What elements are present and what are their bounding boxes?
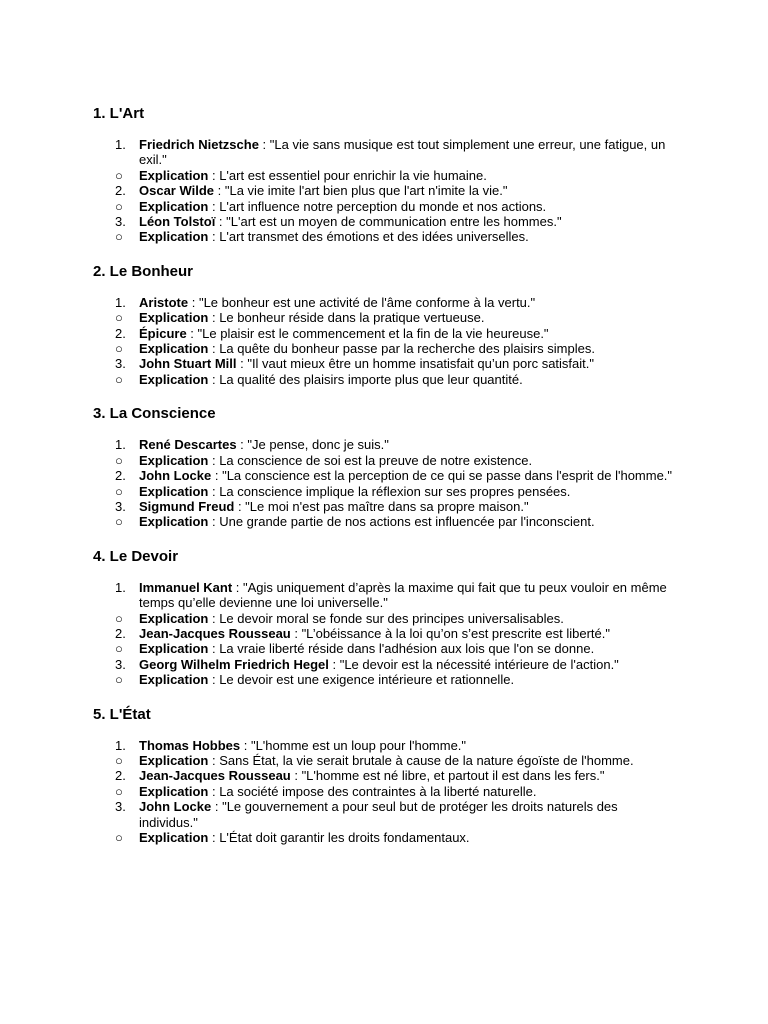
section-devoir bbox=[93, 546, 678, 688]
explication-label: Explication bbox=[139, 483, 209, 499]
explication-item bbox=[93, 641, 678, 656]
author-name: Jean-Jacques Rousseau bbox=[139, 625, 291, 641]
explication-item bbox=[93, 611, 678, 626]
explication-item bbox=[93, 753, 678, 768]
explication-text: : Sans État, la vie serait brutale à cause de la nature égoïste de l'homme. bbox=[208, 752, 634, 768]
quote-text: : "La conscience est la perception de ce qui se passe dans l'esprit de l'homme." bbox=[211, 468, 673, 484]
list-item bbox=[93, 137, 678, 168]
explication-text: : L'art influence notre perception du monde et nos actions. bbox=[208, 198, 547, 214]
explication-text: : Le devoir moral se fonde sur des principes universalisables. bbox=[208, 610, 564, 626]
list-number: 2. bbox=[115, 183, 126, 199]
explication-text: : L'art est essentiel pour enrichir la vie humaine. bbox=[208, 167, 487, 183]
list-item bbox=[93, 768, 678, 783]
quote-text: : "Agis uniquement d’après la maxime qui fait que tu peux vouloir en même temps qu’elle devienne une loi universelle." bbox=[139, 579, 667, 611]
list-number: 2. bbox=[115, 625, 126, 641]
explication-label: Explication bbox=[139, 752, 209, 768]
author-name: Georg Wilhelm Friedrich Hegel bbox=[139, 656, 329, 672]
list-number: 1. bbox=[115, 137, 126, 152]
explication-item bbox=[93, 310, 678, 325]
quote-text: : "L'homme est né libre, et partout il est dans les fers." bbox=[290, 768, 605, 784]
circle-bullet-icon: ○ bbox=[115, 198, 123, 214]
explication-text: : La quête du bonheur passe par la recherche des plaisirs simples. bbox=[208, 341, 595, 357]
author-name: René Descartes bbox=[139, 437, 237, 453]
quote-text: : "Le plaisir est le commencement et la fin de la vie heureuse." bbox=[186, 325, 549, 341]
circle-bullet-icon: ○ bbox=[115, 752, 123, 768]
explication-label: Explication bbox=[139, 198, 209, 214]
explication-label: Explication bbox=[139, 783, 209, 799]
quote-text: : "La vie imite l'art bien plus que l'art n'imite la vie." bbox=[214, 183, 508, 199]
circle-bullet-icon: ○ bbox=[115, 371, 123, 387]
list-item bbox=[93, 580, 678, 611]
circle-bullet-icon: ○ bbox=[115, 783, 123, 799]
quote-text: : "L'homme est un loup pour l'homme." bbox=[240, 737, 467, 753]
list-number: 3. bbox=[115, 799, 126, 815]
explication-text: : L'État doit garantir les droits fondamentaux. bbox=[208, 830, 470, 845]
explication-item bbox=[93, 514, 678, 529]
explication-text: : La conscience de soi est la preuve de notre existence. bbox=[208, 452, 533, 468]
list-item bbox=[93, 657, 678, 672]
circle-bullet-icon: ○ bbox=[115, 610, 123, 626]
explication-item bbox=[93, 672, 678, 687]
explication-item bbox=[93, 830, 678, 845]
explication-label: Explication bbox=[139, 229, 209, 245]
explication-item bbox=[93, 484, 678, 499]
author-name: Sigmund Freud bbox=[139, 498, 235, 514]
explication-text: : Le devoir est une exigence intérieure et rationnelle. bbox=[208, 672, 515, 688]
list-number: 3. bbox=[115, 498, 126, 514]
explication-label: Explication bbox=[139, 371, 209, 387]
list-number: 1. bbox=[115, 737, 126, 753]
explication-text: : La société impose des contraintes à la liberté naturelle. bbox=[208, 783, 537, 799]
list-item bbox=[93, 626, 678, 641]
section-conscience bbox=[93, 403, 678, 529]
quote-list bbox=[93, 295, 678, 387]
list-item bbox=[93, 214, 678, 229]
circle-bullet-icon: ○ bbox=[115, 672, 123, 688]
section-bonheur bbox=[93, 261, 678, 387]
author-name: John Stuart Mill bbox=[139, 356, 237, 372]
section-title: 3. La Conscience bbox=[93, 405, 216, 423]
section-art bbox=[93, 103, 678, 245]
explication-item bbox=[93, 229, 678, 244]
list-number: 3. bbox=[115, 356, 126, 372]
quote-text: : "La vie sans musique est tout simplement une erreur, une fatigue, un exil." bbox=[139, 137, 666, 168]
list-item bbox=[93, 738, 678, 753]
author-name: Jean-Jacques Rousseau bbox=[139, 768, 291, 784]
list-item bbox=[93, 799, 678, 830]
quote-text: : "Le devoir est la nécessité intérieure de l'action." bbox=[328, 656, 619, 672]
quote-text: : "Le moi n'est pas maître dans sa propre maison." bbox=[234, 498, 529, 514]
quote-text: : "Le bonheur est une activité de l'âme conforme à la vertu." bbox=[188, 294, 536, 310]
list-number: 1. bbox=[115, 579, 126, 595]
quote-list bbox=[93, 580, 678, 688]
explication-label: Explication bbox=[139, 514, 209, 530]
quote-text: : "L’obéissance à la loi qu’on s’est prescrite est liberté." bbox=[290, 625, 610, 641]
list-item bbox=[93, 437, 678, 452]
explication-label: Explication bbox=[139, 672, 209, 688]
explication-text: : La conscience implique la réflexion sur ses propres pensées. bbox=[208, 483, 571, 499]
list-item bbox=[93, 356, 678, 371]
section-title: 5. L'État bbox=[93, 705, 151, 723]
quote-text: : "Je pense, donc je suis." bbox=[236, 437, 389, 453]
circle-bullet-icon: ○ bbox=[115, 310, 123, 326]
explication-text: : Une grande partie de nos actions est influencée par l'inconscient. bbox=[208, 514, 595, 530]
explication-text: : La vraie liberté réside dans l'adhésion aux lois que l'on se donne. bbox=[208, 641, 595, 657]
circle-bullet-icon: ○ bbox=[115, 641, 123, 657]
list-number: 3. bbox=[115, 214, 126, 230]
list-number: 1. bbox=[115, 437, 126, 453]
explication-label: Explication bbox=[139, 452, 209, 468]
explication-label: Explication bbox=[139, 310, 209, 326]
circle-bullet-icon: ○ bbox=[115, 452, 123, 468]
author-name: John Locke bbox=[139, 468, 212, 484]
quote-list bbox=[93, 137, 678, 245]
explication-item bbox=[93, 453, 678, 468]
explication-item bbox=[93, 341, 678, 356]
quote-list bbox=[93, 738, 678, 846]
author-name: Oscar Wilde bbox=[139, 183, 215, 199]
explication-item bbox=[93, 372, 678, 387]
list-number: 2. bbox=[115, 468, 126, 484]
author-name: Thomas Hobbes bbox=[139, 737, 241, 753]
explication-text: : L'art transmet des émotions et des idées universelles. bbox=[208, 229, 529, 245]
quote-list bbox=[93, 437, 678, 529]
explication-item bbox=[93, 168, 678, 183]
list-number: 1. bbox=[115, 294, 126, 310]
list-item bbox=[93, 183, 678, 198]
quote-text: : "Le gouvernement a pour seul but de protéger les droits naturels des individus." bbox=[139, 799, 618, 830]
list-number: 2. bbox=[115, 768, 126, 784]
section-title: 1. L'Art bbox=[93, 105, 145, 122]
explication-label: Explication bbox=[139, 167, 209, 183]
explication-label: Explication bbox=[139, 641, 209, 657]
list-number: 2. bbox=[115, 325, 126, 341]
author-name: Aristote bbox=[139, 294, 189, 310]
circle-bullet-icon: ○ bbox=[115, 341, 123, 357]
explication-label: Explication bbox=[139, 830, 209, 845]
quote-text: : "Il vaut mieux être un homme insatisfait qu’un porc satisfait." bbox=[236, 356, 594, 372]
explication-text: : La qualité des plaisirs importe plus que leur quantité. bbox=[208, 371, 523, 387]
circle-bullet-icon: ○ bbox=[115, 514, 123, 530]
section-etat bbox=[93, 704, 678, 846]
list-number: 3. bbox=[115, 656, 126, 672]
explication-label: Explication bbox=[139, 610, 209, 626]
circle-bullet-icon: ○ bbox=[115, 167, 123, 183]
document-page bbox=[93, 103, 678, 861]
list-item bbox=[93, 295, 678, 310]
section-title: 2. Le Bonheur bbox=[93, 262, 194, 280]
list-item bbox=[93, 499, 678, 514]
author-name: Épicure bbox=[139, 325, 187, 341]
author-name: Friedrich Nietzsche bbox=[139, 137, 259, 152]
author-name: Immanuel Kant bbox=[139, 579, 233, 595]
circle-bullet-icon: ○ bbox=[115, 229, 123, 245]
list-item bbox=[93, 468, 678, 483]
explication-label: Explication bbox=[139, 341, 209, 357]
author-name: Léon Tolstoï bbox=[139, 214, 216, 230]
author-name: John Locke bbox=[139, 799, 212, 815]
explication-item bbox=[93, 784, 678, 799]
section-title: 4. Le Devoir bbox=[93, 547, 179, 565]
list-item bbox=[93, 326, 678, 341]
circle-bullet-icon: ○ bbox=[115, 483, 123, 499]
explication-item bbox=[93, 199, 678, 214]
quote-text: : "L'art est un moyen de communication entre les hommes." bbox=[215, 214, 562, 230]
circle-bullet-icon: ○ bbox=[115, 830, 123, 845]
explication-text: : Le bonheur réside dans la pratique vertueuse. bbox=[208, 310, 485, 326]
